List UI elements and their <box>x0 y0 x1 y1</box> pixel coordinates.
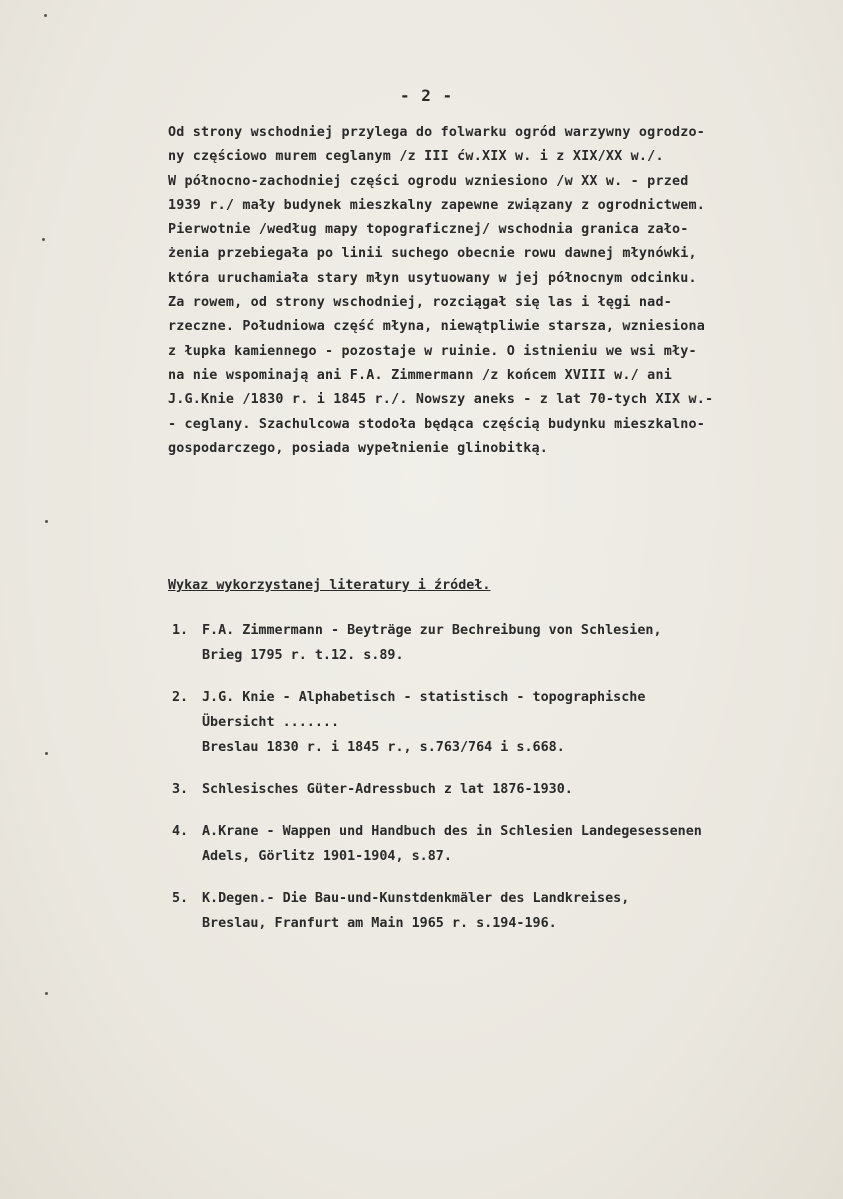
reference-line: K.Degen.- Die Bau-und-Kunstdenkmäler des Landkreises, <box>202 891 630 906</box>
reference-line: Adels, Görlitz 1901-1904, s.87. <box>202 849 452 864</box>
reference-item <box>172 685 832 760</box>
reference-number: 4. <box>172 824 189 839</box>
margin-mark <box>45 752 48 755</box>
reference-line: Breslau, Franfurt am Main 1965 r. s.194-196. <box>202 916 557 931</box>
reference-line: Breslau 1830 r. i 1845 r., s.763/764 i s.668. <box>202 740 565 755</box>
reference-number: 3. <box>172 782 189 797</box>
paragraph-line: Za rowem, od strony wschodniej, rozciągał się las i łęgi nad- <box>168 295 672 311</box>
reference-number: 5. <box>172 891 189 906</box>
section-title: Wykaz wykorzystanej literatury i źródeł. <box>168 578 491 593</box>
reference-item <box>172 618 832 668</box>
reference-item <box>172 819 832 869</box>
paragraph-line: ny częściowo murem ceglanym /z III ćw.XIX w. i z XIX/XX w./. <box>168 149 664 165</box>
reference-line: Übersicht ....... <box>202 715 340 730</box>
margin-mark <box>44 14 47 17</box>
reference-item <box>172 886 832 936</box>
paragraph-line: 1939 r./ mały budynek mieszkalny zapewne związany z ogrodnictwem. <box>168 197 706 213</box>
paragraph-line: gospodarczego, posiada wypełnienie glinobitką. <box>168 440 549 456</box>
paragraph-line: żenia przebiegała po linii suchego obecnie rowu dawnej młynówki, <box>168 246 697 262</box>
reference-line: J.G. Knie - Alphabetisch - statistisch - topographische <box>202 690 646 705</box>
paragraph-line: rzeczne. Południowa część młyna, niewątpliwie starsza, wzniesiona <box>168 319 706 335</box>
reference-line: A.Krane - Wappen und Handbuch des in Schlesien Landegesessenen <box>202 824 702 839</box>
reference-list <box>172 618 832 953</box>
reference-item <box>172 777 832 802</box>
paragraph-line: która uruchamiała stary młyn usytuowany w jej północnym odcinku. <box>168 270 697 286</box>
paragraph-line: J.G.Knie /1830 r. i 1845 r./. Nowszy aneks - z lat 70-tych XIX w.- <box>168 392 714 408</box>
reference-number: 2. <box>172 690 189 705</box>
page-number: - 2 - <box>400 86 454 105</box>
paragraph-line: na nie wspominają ani F.A. Zimmermann /z końcem XVIII w./ ani <box>168 367 672 383</box>
reference-line: Schlesisches Güter-Adressbuch z lat 1876-1930. <box>202 782 573 797</box>
margin-mark <box>42 238 45 241</box>
paragraph-line: Od strony wschodniej przylega do folwarku ogród warzywny ogrodzo- <box>168 125 706 140</box>
paragraph-line: z łupka kamiennego - pozostaje w ruinie. O istnieniu we wsi mły- <box>168 343 697 359</box>
margin-mark <box>45 992 48 995</box>
paragraph-line: Pierwotnie /według mapy topograficznej/ wschodnia granica zało- <box>168 222 689 238</box>
paragraph-line: W północno-zachodniej części ogrodu wzniesiono /w XX w. - przed <box>168 173 689 189</box>
paragraph-line: - ceglany. Szachulcowa stodoła będąca częścią budynku mieszkalno- <box>168 416 706 432</box>
margin-mark <box>45 520 48 523</box>
body-paragraph <box>168 121 838 461</box>
reference-line: Brieg 1795 r. t.12. s.89. <box>202 648 404 663</box>
reference-number: 1. <box>172 623 189 638</box>
reference-line: F.A. Zimmermann - Beyträge zur Bechreibung von Schlesien, <box>202 623 662 638</box>
